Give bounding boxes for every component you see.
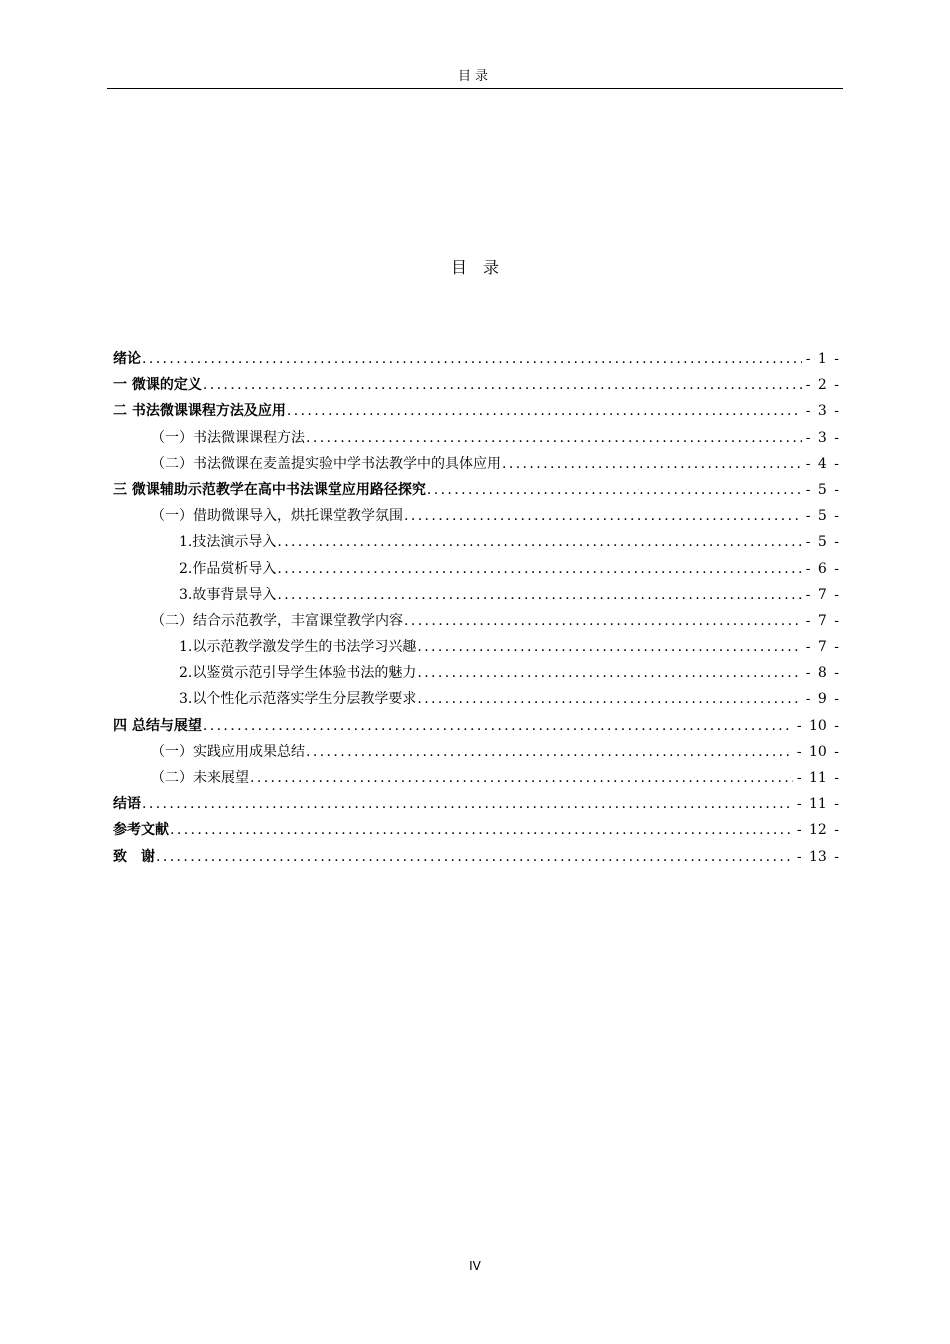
toc-dot-leader bbox=[427, 477, 802, 503]
toc-entry[interactable] bbox=[113, 713, 839, 739]
toc-dot-leader bbox=[306, 739, 793, 765]
toc-dot-leader bbox=[417, 634, 801, 660]
toc-entry-title: 四 总结与展望 bbox=[113, 717, 202, 734]
toc-entry-title: 一 微课的定义 bbox=[113, 377, 202, 394]
table-of-contents bbox=[113, 346, 839, 870]
toc-dot-leader bbox=[156, 844, 793, 870]
running-header: 目录 bbox=[107, 66, 843, 89]
toc-page-number: - 5 - bbox=[805, 534, 839, 551]
toc-entry-title: （一）借助微课导入，烘托课堂教学氛围 bbox=[151, 508, 403, 525]
toc-entry-title: （二）未来展望 bbox=[151, 770, 249, 786]
toc-entry-title: （二）结合示范教学，丰富课堂教学内容 bbox=[151, 612, 403, 629]
toc-dot-leader bbox=[417, 660, 801, 686]
toc-entry[interactable] bbox=[113, 556, 839, 582]
toc-page-number: - 3 - bbox=[805, 403, 839, 420]
toc-page-number: - 7 - bbox=[805, 639, 839, 656]
toc-entry[interactable] bbox=[113, 582, 839, 608]
toc-entry[interactable] bbox=[113, 660, 839, 686]
toc-entry-title: 2.作品赏析导入 bbox=[179, 560, 277, 577]
toc-dot-leader bbox=[277, 529, 801, 555]
toc-dot-leader bbox=[502, 451, 802, 477]
toc-dot-leader bbox=[170, 817, 793, 843]
toc-entry[interactable] bbox=[113, 477, 839, 503]
toc-dot-leader bbox=[404, 503, 802, 529]
toc-dot-leader bbox=[404, 608, 802, 634]
toc-entry-title: 致 谢 bbox=[113, 848, 155, 865]
toc-page-number: - 5 - bbox=[805, 481, 839, 498]
toc-page-number: - 13 - bbox=[796, 848, 839, 865]
toc-dot-leader bbox=[203, 713, 793, 739]
toc-entry[interactable] bbox=[113, 608, 839, 634]
toc-entry[interactable] bbox=[113, 529, 839, 555]
page-number: IV bbox=[469, 1259, 481, 1273]
toc-entry-title: 三 微课辅助示范教学在高中书法课堂应用路径探究 bbox=[113, 481, 426, 498]
toc-page-number: - 11 - bbox=[796, 770, 839, 786]
toc-entry[interactable] bbox=[113, 765, 839, 791]
toc-page-number: - 2 - bbox=[805, 377, 839, 394]
toc-page-number: - 6 - bbox=[805, 560, 839, 577]
toc-page-number: - 7 - bbox=[805, 612, 839, 629]
toc-entry[interactable] bbox=[113, 844, 839, 870]
toc-entry[interactable] bbox=[113, 791, 839, 817]
toc-entry-title: 1.技法演示导入 bbox=[179, 534, 277, 551]
toc-page-number: - 5 - bbox=[805, 508, 839, 525]
toc-dot-leader bbox=[277, 582, 801, 608]
toc-entry[interactable] bbox=[113, 817, 839, 843]
toc-entry[interactable] bbox=[113, 346, 839, 372]
toc-title: 目 录 bbox=[450, 258, 499, 277]
toc-page-number: - 11 - bbox=[796, 796, 839, 813]
toc-page-number: - 8 - bbox=[805, 665, 839, 682]
toc-entry-title: （二）书法微课在麦盖提实验中学书法教学中的具体应用 bbox=[151, 455, 501, 472]
toc-page-number: - 12 - bbox=[796, 822, 839, 839]
toc-page-number: - 10 - bbox=[796, 717, 839, 734]
toc-entry[interactable] bbox=[113, 686, 839, 712]
toc-entry[interactable] bbox=[113, 503, 839, 529]
toc-entry-title: 结语 bbox=[113, 796, 141, 813]
toc-entry-title: 参考文献 bbox=[113, 822, 169, 839]
toc-entry-title: （一）实践应用成果总结 bbox=[151, 743, 305, 760]
toc-entry[interactable] bbox=[113, 634, 839, 660]
toc-entry-title: 绪论 bbox=[113, 351, 141, 367]
toc-entry-title: 1.以示范教学激发学生的书法学习兴趣 bbox=[179, 639, 417, 656]
toc-entry-title: （一）书法微课课程方法 bbox=[151, 429, 305, 446]
toc-page-number: - 9 - bbox=[805, 691, 839, 708]
toc-page-number: - 3 - bbox=[805, 429, 839, 446]
toc-page-number: - 10 - bbox=[796, 743, 839, 760]
toc-dot-leader bbox=[142, 791, 793, 817]
toc-entry-title: 二 书法微课课程方法及应用 bbox=[113, 403, 286, 420]
toc-entry[interactable] bbox=[113, 372, 839, 398]
toc-dot-leader bbox=[250, 765, 793, 791]
toc-entry[interactable] bbox=[113, 425, 839, 451]
toc-entry[interactable] bbox=[113, 739, 839, 765]
toc-dot-leader bbox=[203, 372, 802, 398]
toc-dot-leader bbox=[417, 686, 801, 712]
toc-dot-leader bbox=[142, 346, 802, 372]
toc-page-number: - 1 - bbox=[805, 351, 839, 367]
toc-dot-leader bbox=[287, 398, 802, 424]
toc-entry[interactable] bbox=[113, 451, 839, 477]
toc-dot-leader bbox=[277, 556, 801, 582]
toc-entry-title: 3.故事背景导入 bbox=[179, 586, 277, 603]
toc-entry-title: 3.以个性化示范落实学生分层教学要求 bbox=[179, 691, 417, 708]
toc-dot-leader bbox=[306, 425, 802, 451]
toc-page-number: - 7 - bbox=[805, 586, 839, 603]
toc-page-number: - 4 - bbox=[805, 455, 839, 472]
toc-entry[interactable] bbox=[113, 398, 839, 424]
toc-entry-title: 2.以鉴赏示范引导学生体验书法的魅力 bbox=[179, 665, 417, 682]
